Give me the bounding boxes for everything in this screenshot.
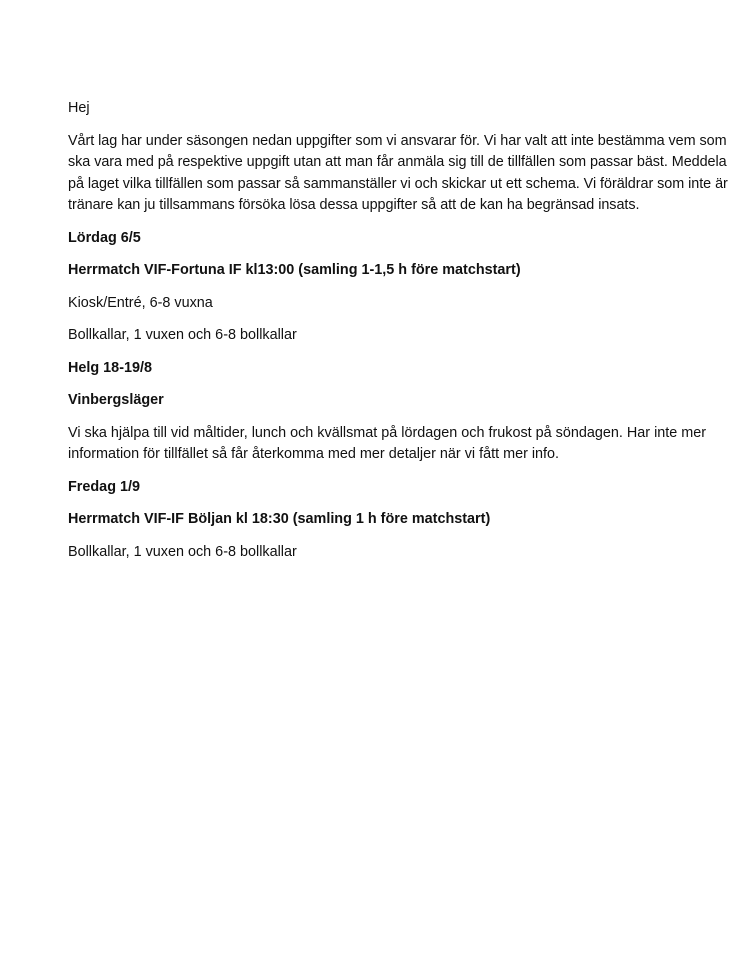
event-date: Helg 18-19/8 [68,359,152,376]
intro-paragraph: Vårt lag har under säsongen nedan uppgifter som vi ansvarar för. Vi har valt att inte bestämma vem som ska vara med på respektive uppgift utan att man får anmäla sig till de tillfällen som passar bäst. Meddela på laget vilka tillfällen som passar så sammanställer vi och skickar ut ett schema. Vi föräldrar som inte är tränare kan ju tillsammans försöka lösa dessa uppgifter så att de kan ha begränsad insats. [68,132,728,213]
event-line: Vi ska hjälpa till vid måltider, lunch och kvällsmat på lördagen och frukost på söndagen. Har inte mer information för tillfället så får återkomma med mer detaljer när vi fått mer info. [68,424,707,462]
event-title: Vinbergsläger [68,392,164,408]
event-date: Fredag 1/9 [68,478,140,495]
event-line: Bollkallar, 1 vuxen och 6-8 bollkallar [68,543,297,560]
event-line: Kiosk/Entré, 6-8 vuxna [68,294,213,311]
greeting: Hej [68,100,90,116]
event-date: Lördag 6/5 [68,229,141,246]
event-title: Herrmatch VIF-IF Böljan kl 18:30 (samling 1 h före matchstart) [68,511,491,527]
event-title: Herrmatch VIF-Fortuna IF kl13:00 (samling 1-1,5 h före matchstart) [68,262,521,278]
event-line: Bollkallar, 1 vuxen och 6-8 bollkallar [68,327,297,343]
document-body [68,98,738,574]
